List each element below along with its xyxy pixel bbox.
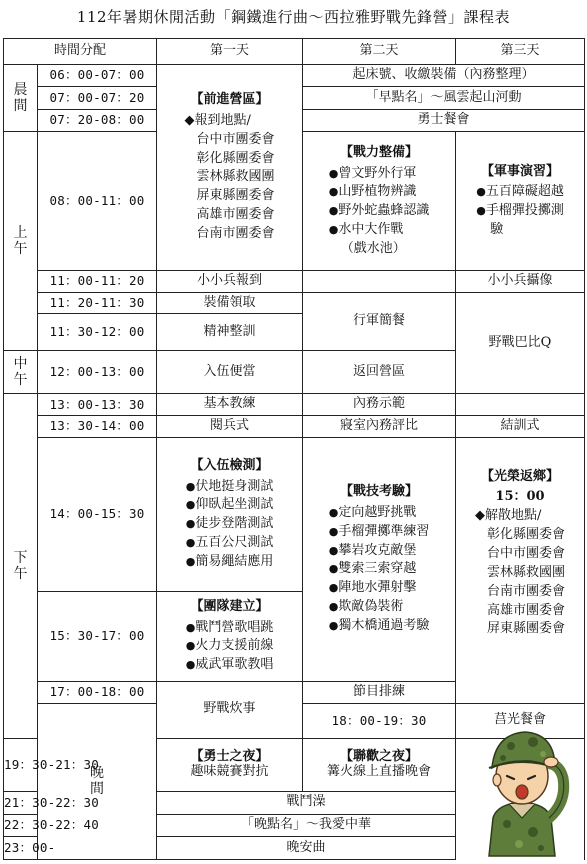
d1-test-item: ●仰臥起坐測試 <box>185 497 274 513</box>
d3-return-place: 彰化縣團委會 <box>487 527 566 543</box>
d2-dinner-cell: 莒光餐會 <box>456 703 585 738</box>
d3-return-time: 15：00 <box>495 489 545 505</box>
time-slot: 18：00-19：30 <box>303 703 456 738</box>
d1-report-heading: 【前進營區】 <box>190 92 269 108</box>
d2-march-meal-cell: 行軍簡餐 <box>303 292 456 351</box>
d1-report-place: 高雄市團委會 <box>196 207 275 223</box>
d2-skills-item: ●獨木橋通過考驗 <box>328 617 430 633</box>
time-slot: 19：30-21：30 <box>4 738 38 791</box>
d1-report-place: 彰化縣團委會 <box>196 150 275 166</box>
page-title: 112年暑期休閒活動「鋼鐵進行曲～西拉雅野戰先鋒營」課程表 <box>76 8 511 26</box>
time-slot: 06：00-07：00 <box>38 64 157 87</box>
d1-team-cell <box>157 591 303 681</box>
header-day1: 第一天 <box>157 39 303 65</box>
period-morning: 晨 間 <box>4 64 38 132</box>
d2-morning-heading: 【戰力整備】 <box>340 144 419 160</box>
d2-skills-item: ●陣地水彈射擊 <box>328 580 417 596</box>
d2-skills-item: ●定向越野挑戰 <box>328 504 417 520</box>
d3-return-place: 高雄市團委會 <box>487 602 566 618</box>
time-slot: 17：00-18：00 <box>38 682 157 704</box>
bath-cell: 戰鬥澡 <box>157 792 456 815</box>
d2-morning-cell <box>303 132 456 271</box>
d2-skills-item: ●雙索三索穿越 <box>328 561 417 577</box>
period-forenoon: 上 午 <box>4 132 38 351</box>
time-slot: 07：20-08：00 <box>38 109 157 132</box>
d2-morning-item: ●曾文野外行軍 <box>328 165 417 181</box>
d1-report-place: 台中市團委會 <box>196 131 275 147</box>
time-slot: 07：00-07：20 <box>38 87 157 110</box>
period-noon: 中 午 <box>4 351 38 394</box>
night-roll-cell: 「晚點名」～我愛中華 <box>157 814 456 837</box>
d3-closing-cell: 結訓式 <box>456 416 585 438</box>
wakeup-cell: 起床號、收繳裝備（內務整理） <box>303 64 585 87</box>
d3-return-place: 台南市團委會 <box>487 583 566 599</box>
time-slot: 13：30-14：00 <box>38 416 157 438</box>
saluting-soldier-illustration <box>467 706 577 856</box>
d2-morning-item: ●野外蛇蟲蜂認識 <box>328 203 430 219</box>
d2-show-cell: 節目排練 <box>303 682 456 704</box>
d3-return-heading: 【光榮返鄉】 <box>481 468 560 484</box>
time-slot: 22：30-22：40 <box>4 814 38 837</box>
d2-return-cell: 返回營區 <box>303 351 456 394</box>
d3-return-place: 雲林縣救國團 <box>487 564 566 580</box>
d1-test-cell <box>157 437 303 591</box>
d3-morning-item: ●五百障礙超越 <box>476 184 564 200</box>
d3-morning-item: ●手榴彈投擲測 <box>476 203 564 219</box>
d3-morning-cell <box>456 132 585 271</box>
d3-morning-heading: 【軍事演習】 <box>481 163 560 179</box>
d1-test-heading: 【入伍檢測】 <box>190 457 269 473</box>
d1-night-text: 趣味競賽對抗 <box>190 763 269 779</box>
d1-spirit-cell: 精神整訓 <box>157 314 303 351</box>
d1-team-heading: 【團隊建立】 <box>190 598 269 614</box>
d3-return-place: 屏東縣團委會 <box>487 621 566 637</box>
d1-report-cell <box>157 64 303 270</box>
d2-morning-sub: （戲水池） <box>340 241 406 256</box>
d1-night-cell <box>157 738 303 791</box>
d1-test-item: ●伏地挺身測試 <box>185 478 274 494</box>
d1-test-item: ●徒步登階測試 <box>185 516 274 532</box>
time-slot: 13：00-13：30 <box>38 394 157 416</box>
d2-demo-cell: 內務示範 <box>303 394 456 416</box>
d1-night-heading: 【勇士之夜】 <box>190 748 269 764</box>
time-slot: 15：30-17：00 <box>38 591 157 681</box>
header-day3: 第三天 <box>456 39 585 65</box>
time-slot: 11：20-11：30 <box>38 292 157 314</box>
header-time: 時間分配 <box>4 39 157 65</box>
d2-morning-item: ●水中大作戰 <box>328 222 404 238</box>
d2-night-cell <box>303 738 456 791</box>
d1-test-item: ●簡易繩結應用 <box>185 553 274 569</box>
d1-report-place: 台南市團委會 <box>196 225 275 241</box>
d2-skills-heading: 【戰技考驗】 <box>340 484 419 500</box>
d1-lunch-cell: 入伍便當 <box>157 351 303 394</box>
d2-night-text: 篝火線上直播晚會 <box>327 763 432 779</box>
breakfast-cell: 勇士餐會 <box>303 109 585 132</box>
d1-team-item: ●火力支援前線 <box>185 638 274 654</box>
d2-night-heading: 【聯歡之夜】 <box>340 748 419 764</box>
d1-team-item: ●威武軍歌教唱 <box>185 657 274 673</box>
time-slot: 23：00- <box>4 837 38 860</box>
time-slot: 12：00-13：00 <box>38 351 157 394</box>
d2-morning-item: ●山野植物辨識 <box>328 184 417 200</box>
d2-skills-item: ●手榴彈擲準練習 <box>328 523 430 539</box>
d1-report-place: 屏東縣團委會 <box>196 188 275 204</box>
period-afternoon: 下 午 <box>4 394 38 738</box>
time-slot: 08：00-11：00 <box>38 132 157 271</box>
d1-parade-cell: 閱兵式 <box>157 416 303 438</box>
goodnight-cell: 晚安曲 <box>157 837 456 860</box>
d3-morning-cont: 驗 <box>490 222 504 238</box>
d2-dorm-cell: 寢室內務評比 <box>303 416 456 438</box>
d3-return-place: 台中市團委會 <box>487 546 566 561</box>
d2-skills-item: ●欺敵偽裝術 <box>328 599 404 615</box>
d1-drill-cell: 基本教練 <box>157 394 303 416</box>
d1-little-report-cell: 小小兵報到 <box>157 271 303 293</box>
d1-report-item: ◆報到地點/ <box>184 112 251 128</box>
d1-gear-cell: 裝備領取 <box>157 292 303 314</box>
d3-return-cell <box>456 437 585 703</box>
time-slot: 11：30-12：00 <box>38 314 157 351</box>
d3-little-photo-cell: 小小兵攝像 <box>456 271 585 293</box>
d3-empty-cell <box>456 394 585 416</box>
header-day2: 第二天 <box>303 39 456 65</box>
d2-skills-cell <box>303 437 456 682</box>
d3-bbq-cell: 野戰巴比Q <box>456 292 585 394</box>
morning-roll-cell: 「早點名」～風雲起山河動 <box>303 87 585 110</box>
d1-report-place: 雲林縣救國團 <box>196 169 275 185</box>
d1-team-item: ●戰鬥營歌唱跳 <box>185 619 274 635</box>
d1-test-item: ●五百公尺測試 <box>185 535 274 551</box>
d2-skills-item: ●攀岩攻克敵堡 <box>328 542 417 558</box>
time-slot: 21：30-22：30 <box>4 792 38 815</box>
d3-return-item: ◆解散地點/ <box>475 508 542 524</box>
d1-dinner-cell: 野戰炊事 <box>157 682 303 739</box>
time-slot: 11：00-11：20 <box>38 271 157 293</box>
time-slot: 14：00-15：30 <box>38 437 157 591</box>
period-evening: 晚 間 <box>38 703 157 859</box>
d2-empty-cell <box>303 271 456 293</box>
